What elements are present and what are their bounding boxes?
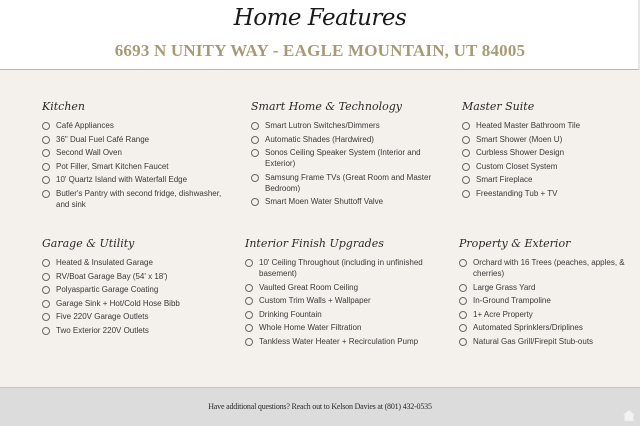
circle-bullet-icon	[245, 338, 253, 346]
contact-text: Have additional questions? Reach out to Kelson Davies at (801) 432-0535	[208, 402, 432, 411]
item-label: Automatic Shades (Hardwired)	[265, 134, 374, 144]
list-item	[42, 134, 232, 145]
item-label: Heated Master Bathroom Tile	[476, 121, 581, 130]
item-label: Tankless Water Heater + Recirculation Pump	[259, 336, 419, 346]
circle-bullet-icon	[42, 190, 50, 198]
list-item	[245, 295, 445, 306]
item-label: 10' Quartz Island with Waterfall Edge	[56, 175, 188, 185]
circle-bullet-icon	[42, 313, 50, 321]
section-title: Garage & Utility	[42, 237, 135, 250]
list-item	[459, 322, 639, 333]
list-item	[462, 174, 632, 185]
section-interior	[245, 237, 445, 350]
item-label: Pot Filler, Smart Kitchen Faucet	[56, 161, 169, 171]
list-item	[42, 284, 232, 295]
list-item	[42, 271, 232, 282]
circle-bullet-icon	[245, 284, 253, 292]
list-item	[251, 147, 441, 169]
circle-bullet-icon	[42, 327, 50, 335]
list-item	[42, 174, 232, 185]
list-item	[462, 120, 632, 131]
section-kitchen	[42, 100, 232, 213]
section-title: Kitchen	[42, 100, 85, 113]
features-content	[0, 70, 640, 389]
list-item	[42, 298, 232, 309]
list-item	[462, 134, 632, 145]
list-item	[245, 322, 445, 333]
circle-bullet-icon	[42, 300, 50, 308]
item-label: Natural Gas Grill/Firepit Stub-outs	[473, 336, 594, 346]
item-label: Custom Closet System	[476, 161, 558, 171]
circle-bullet-icon	[459, 324, 467, 332]
list-item	[251, 120, 441, 131]
list-item	[245, 282, 445, 293]
list-item	[42, 257, 232, 268]
item-label: Sonos Ceiling Speaker System (Interior and Exterior)	[265, 148, 421, 169]
circle-bullet-icon	[42, 176, 50, 184]
list-item	[459, 257, 639, 279]
item-label: 10' Ceiling Throughout (including in unfinished basement)	[259, 258, 423, 278]
list-item	[459, 282, 639, 293]
circle-bullet-icon	[462, 149, 470, 157]
list-item	[462, 161, 632, 172]
item-label: Café Appliances	[56, 121, 114, 130]
list-item	[245, 257, 445, 279]
list-item	[42, 161, 232, 172]
item-label: Heated & Insulated Garage	[56, 258, 153, 267]
circle-bullet-icon	[42, 286, 50, 294]
circle-bullet-icon	[462, 190, 470, 198]
list-item	[245, 336, 445, 347]
list-item	[462, 188, 632, 199]
section-master-suite	[462, 100, 632, 202]
circle-bullet-icon	[251, 198, 259, 206]
circle-bullet-icon	[251, 122, 259, 130]
circle-bullet-icon	[42, 122, 50, 130]
circle-bullet-icon	[459, 259, 467, 267]
list-item	[42, 325, 232, 336]
circle-bullet-icon	[245, 324, 253, 332]
section-title: Interior Finish Upgrades	[245, 237, 384, 250]
circle-bullet-icon	[245, 297, 253, 305]
item-label: 1+ Acre Property	[473, 309, 533, 319]
circle-bullet-icon	[245, 311, 253, 319]
circle-bullet-icon	[462, 176, 470, 184]
list-item	[251, 196, 441, 207]
list-item	[42, 120, 232, 131]
circle-bullet-icon	[42, 149, 50, 157]
section-title: Property & Exterior	[459, 237, 571, 250]
page-title: Home Features	[233, 5, 407, 31]
item-label: Whole Home Water Filtration	[259, 323, 362, 333]
list-item	[251, 134, 441, 145]
circle-bullet-icon	[459, 284, 467, 292]
circle-bullet-icon	[251, 174, 259, 182]
item-label: Drinking Fountain	[259, 309, 322, 319]
circle-bullet-icon	[245, 259, 253, 267]
list-item	[245, 309, 445, 320]
circle-bullet-icon	[462, 163, 470, 171]
circle-bullet-icon	[251, 136, 259, 144]
circle-bullet-icon	[462, 136, 470, 144]
item-label: Custom Trim Walls + Wallpaper	[259, 296, 371, 306]
item-label: Smart Shower (Moen U)	[476, 134, 563, 144]
item-label: In-Ground Trampoline	[473, 296, 551, 306]
page-header	[0, 0, 640, 70]
circle-bullet-icon	[42, 163, 50, 171]
section-property	[459, 237, 639, 350]
item-label: Vaulted Great Room Ceiling	[259, 282, 359, 292]
item-label: Smart Lutron Switches/Dimmers	[265, 121, 380, 130]
section-title: Master Suite	[462, 100, 535, 113]
list-item	[251, 172, 441, 194]
item-label: Polyaspartic Garage Coating	[56, 285, 159, 295]
circle-bullet-icon	[42, 259, 50, 267]
circle-bullet-icon	[42, 136, 50, 144]
item-label: Garage Sink + Hot/Cold Hose Bibb	[56, 298, 180, 308]
circle-bullet-icon	[42, 273, 50, 281]
item-label: Butler's Pantry with second fridge, dishwasher, and sink	[56, 188, 222, 209]
list-item	[42, 147, 232, 158]
item-label: Large Grass Yard	[473, 282, 536, 292]
item-label: Smart Moen Water Shuttoff Valve	[265, 197, 384, 207]
list-item	[462, 147, 632, 158]
section-title: Smart Home & Technology	[251, 100, 402, 113]
item-label: Smart Fireplace	[476, 175, 533, 185]
item-label: Freestanding Tub + TV	[476, 188, 558, 198]
section-smart-home	[251, 100, 441, 210]
list-item	[459, 309, 639, 320]
circle-bullet-icon	[459, 297, 467, 305]
list-item	[459, 336, 639, 347]
section-garage	[42, 237, 232, 339]
item-label: Samsung Frame TVs (Great Room and Master Bedroom)	[265, 172, 432, 193]
list-item	[42, 311, 232, 322]
house-icon	[622, 408, 636, 422]
item-label: Automated Sprinklers/Driplines	[473, 323, 583, 333]
circle-bullet-icon	[459, 311, 467, 319]
item-label: Curbless Shower Design	[476, 148, 565, 158]
item-label: Two Exterior 220V Outlets	[56, 325, 149, 335]
list-item	[42, 188, 232, 210]
item-label: 36" Dual Fuel Café Range	[56, 134, 150, 144]
item-label: Second Wall Oven	[56, 148, 122, 158]
circle-bullet-icon	[251, 149, 259, 157]
item-label: RV/Boat Garage Bay (54' x 18')	[56, 271, 168, 281]
list-item	[459, 295, 639, 306]
circle-bullet-icon	[459, 338, 467, 346]
circle-bullet-icon	[462, 122, 470, 130]
item-label: Orchard with 16 Trees (peaches, apples, & cherries)	[473, 258, 625, 278]
footer	[0, 388, 640, 426]
item-label: Five 220V Garage Outlets	[56, 312, 149, 322]
property-address: 6693 N UNITY WAY - EAGLE MOUNTAIN, UT 84005	[114, 41, 526, 60]
